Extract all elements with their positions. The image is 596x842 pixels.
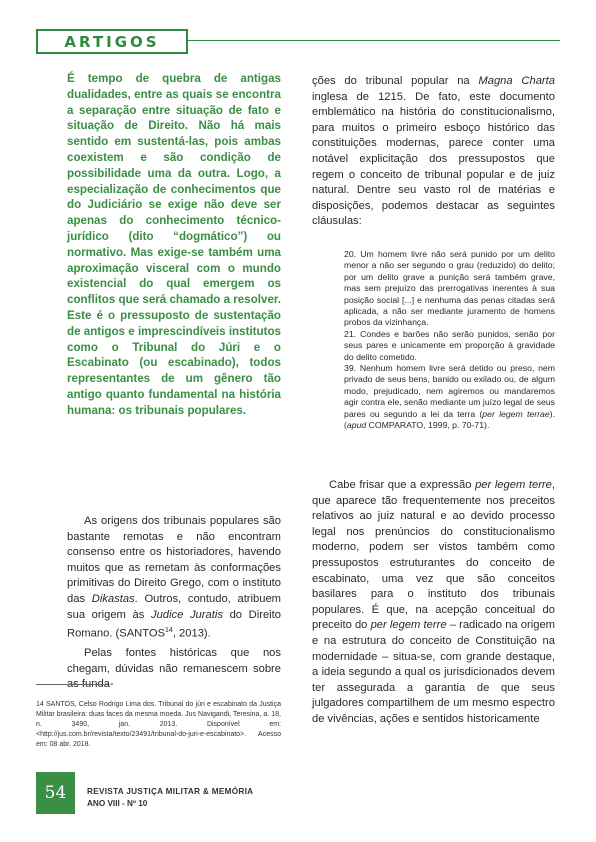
section-title: ARTIGOS	[64, 32, 160, 51]
left-paragraph-2: Pelas fontes históricas que nos chegam, dúvidas não remanescem sobre as funda-	[67, 647, 281, 691]
footnote-rule	[36, 684, 108, 685]
block-quote	[344, 249, 555, 432]
magazine-title: REVISTA JUSTIÇA MILITAR & MEMÓRIA	[87, 787, 254, 796]
quote-clause-39: 39. Nenhum homem livre será detido ou preso, nem privado de seus bens, banido ou exilado ou, de algum modo, prejudicado, nem agiremos ou mandaremos agir contra ele, senão mediante um juízo legal de seus pares ou segundo a lei da terra (per legem terrae). (apud COMPARATO, 1999, p. 70-71).	[344, 363, 555, 431]
page-number: 54	[44, 783, 67, 803]
header-rule	[188, 40, 560, 41]
quote-clause-21: 21. Condes e barões não serão punidos, senão por seus pares e unicamente em proporção à gravidade do delito cometido.	[344, 328, 555, 362]
highlight-paragraph: É tempo de quebra de antigas dualidades, entre as quais se encontra a separação entre situação de fato e situação de Direito. Não há mais sentido em sustentá-las, pois ambas coexistem e são condição de possibilidade uma da outra. Logo, a especialização de conhecimentos que do Judiciário se exige não deve ser apenas do conhecimento técnico-jurídico (dito “dogmático”) ou normativo. Mas exige-se também uma aproximação visceral com o mundo existencial do qual emergem os conflitos que será chamado a resolver. Este é o pressuposto de sustentação de antigos e imprescindíveis institutos como o Tribunal do Júri e o Escabinato (ou escabinado), todos representantes de um gênero tão antigo quanto fundamental na história humana: os tribunais populares.	[67, 72, 281, 417]
page-number-box	[36, 772, 75, 814]
footnote-ref: 14	[165, 627, 173, 635]
quote-clause-20: 20. Um homem livre não será punido por um delito menor a não ser segundo o grau (reduzido) do delito; por um delito grave a punição será também grave, mas sem prejuízo das prerrogativas inerentes à sua posição social [...] e nenhuma das penas citadas será aplicada, a não ser mediante juramento de homens probos da vizinhança.	[344, 249, 555, 328]
left-paragraph-1: As origens dos tribunais populares são bastante remotas e não encontram consenso entre os historiadores, havendo muitos que as remetam às conformações primitivas do Direito Grego, com o instituto das Dikastas. Outros, contudo, atribuem sua origem às Judice Juratis do Direito Romano. (SANTOS$^{14}$, 2013).	[67, 515, 281, 640]
magazine-issue: ANO VIII - Nº 10	[87, 799, 148, 808]
section-tag	[36, 29, 188, 54]
footnote: 14 SANTOS, Celso Rodrigo Lima dos. Tribunal do júri e escabinato da Justiça Militar brasileira: duas faces da mesma moeda. Jus Navigandi, Teresina, a. 18, n. 3490, jan. 2013. Disponível em: <http://jus.com.br/revista/texto/23491/tribunal-do-juri-e-escabinato>. Acesso em: 08 abr. 2018.	[36, 701, 281, 748]
right-paragraph-1: ções do tribunal popular na Magna Charta inglesa de 1215. De fato, este documento emblemático na história do constitucionalismo, para muitos o primeiro esboço histórico das constituições modernas, parece conter uma notável explicitação dos pressupostos que regem o conceito de tribunal popular e de juiz natural. Dentre seu vasto rol de matérias e disposições, podemos destacar as seguintes cláusulas:	[312, 75, 555, 228]
right-paragraph-2: Cabe frisar que a expressão per legem terre, que aparece tão frequentemente nos preceitos relativos ao juiz natural e ao devido processo legal nos prenúncios do constitucionalismo moderno, podem ser vistos também como pressupostos estruturantes do conceito de escabinato, uma vez que são conceitos basilares para o instituto dos tribunais populares. É que, na acepção conceitual do preceito do per legem terre – radicado na origem e na estrutura do conceito de Constituição na modernidade – situa-se, com grande destaque, a ideia segundo a qual os jurisdicionados devem ter assegurada a garantia de que seus julgadores compartilhem de um mesmo espectro de vivências, ações e sentidos historicamente	[312, 479, 555, 725]
